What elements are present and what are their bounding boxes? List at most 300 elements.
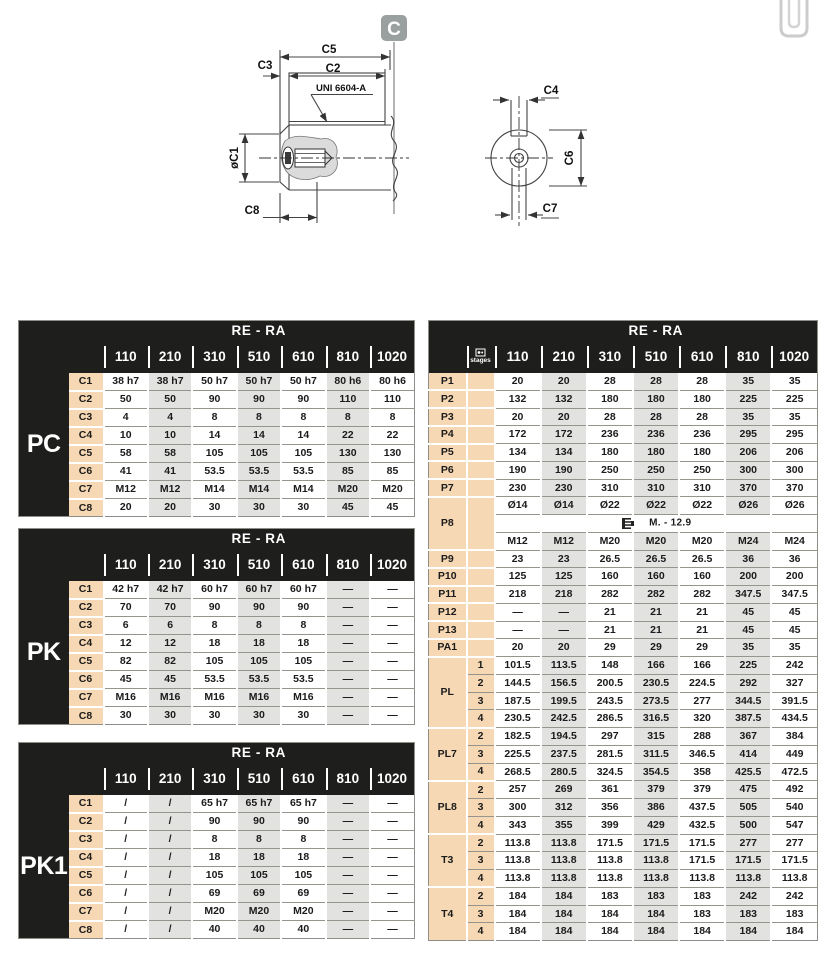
value-cell: 30 (192, 707, 236, 725)
value-cell: 105 (237, 867, 281, 885)
table-row (19, 885, 415, 903)
value-cell: 243.5 (587, 692, 633, 710)
value-cell: 184 (587, 923, 633, 941)
value-cell: 53.5 (192, 463, 236, 481)
value-cell: 184 (541, 887, 587, 905)
value-cell: 144.5 (495, 674, 541, 692)
value-cell: 414 (725, 745, 771, 763)
value-cell: M20 (633, 532, 679, 550)
table-row (429, 639, 818, 657)
column-header-row (19, 341, 415, 373)
value-cell: 70 (148, 599, 192, 617)
value-cell: 113.8 (771, 870, 817, 888)
column-header: 210 (541, 341, 587, 373)
value-cell: 250 (679, 461, 725, 479)
value-cell: — (326, 795, 370, 813)
table-row (19, 445, 415, 463)
value-cell: / (104, 903, 148, 921)
value-cell: 20 (541, 408, 587, 426)
column-header: 610 (281, 549, 325, 581)
table-row (429, 603, 818, 621)
value-cell: 166 (633, 657, 679, 675)
table-title: RE - RA (495, 321, 818, 341)
row-label: P12 (429, 603, 467, 621)
row-label: C4 (69, 849, 104, 867)
table-row (19, 707, 415, 725)
value-cell: 194.5 (541, 728, 587, 746)
value-cell: — (326, 581, 370, 599)
stage-cell (467, 461, 495, 479)
value-cell: 8 (370, 409, 414, 427)
value-cell: / (148, 867, 192, 885)
value-cell: 225 (725, 390, 771, 408)
value-cell: 8 (326, 409, 370, 427)
row-label: C4 (69, 635, 104, 653)
value-cell: 113.8 (495, 870, 541, 888)
row-label: P2 (429, 390, 467, 408)
value-cell: 53.5 (237, 671, 281, 689)
value-cell: 23 (495, 550, 541, 568)
value-cell: 41 (148, 463, 192, 481)
table-row (19, 795, 415, 813)
value-cell: 171.5 (771, 852, 817, 870)
value-cell: 300 (495, 799, 541, 817)
value-cell: 242.5 (541, 710, 587, 728)
partial-logo-icon (774, 0, 814, 48)
value-cell: 492 (771, 781, 817, 799)
value-cell: 286.5 (587, 710, 633, 728)
value-cell: M12 (104, 481, 148, 499)
value-cell: 113.8 (541, 852, 587, 870)
value-cell: 21 (587, 621, 633, 639)
table-title: RE - RA (104, 321, 415, 341)
value-cell: — (370, 795, 414, 813)
value-cell: 387.5 (725, 710, 771, 728)
value-cell: 35 (725, 373, 771, 391)
table-row (429, 728, 818, 746)
table-row (19, 427, 415, 445)
value-cell: M20 (370, 481, 414, 499)
value-cell: 113.8 (541, 834, 587, 852)
value-cell: 200 (771, 568, 817, 586)
value-cell: 18 (192, 849, 236, 867)
value-cell: 28 (633, 408, 679, 426)
value-cell: 200.5 (587, 674, 633, 692)
screw-icon (621, 517, 635, 530)
table-row (19, 409, 415, 427)
value-cell: 370 (725, 479, 771, 497)
stage-cell (467, 408, 495, 426)
stage-cell: 2 (467, 728, 495, 746)
row-label: C7 (69, 689, 104, 707)
value-cell: 8 (237, 831, 281, 849)
row-label: C1 (69, 581, 104, 599)
table-row (429, 781, 818, 799)
value-cell: 199.5 (541, 692, 587, 710)
stage-cell: 4 (467, 710, 495, 728)
value-cell: 236 (679, 426, 725, 444)
column-header: 310 (192, 549, 236, 581)
value-cell: 132 (541, 390, 587, 408)
value-cell: 225 (771, 390, 817, 408)
stage-cell (467, 568, 495, 586)
stage-cell: 4 (467, 763, 495, 781)
value-cell: 50 h7 (237, 373, 281, 391)
row-label: PL7 (429, 728, 467, 781)
row-label: T3 (429, 834, 467, 887)
value-cell: M16 (104, 689, 148, 707)
table-row (429, 816, 818, 834)
dim-c3: C3 (257, 60, 273, 72)
value-cell: 90 (237, 599, 281, 617)
table-row (429, 550, 818, 568)
value-cell: 184 (633, 923, 679, 941)
value-cell: 130 (370, 445, 414, 463)
row-label: C2 (69, 391, 104, 409)
column-header: 610 (281, 341, 325, 373)
value-cell: / (104, 813, 148, 831)
value-cell: 315 (633, 728, 679, 746)
value-cell: M20 (281, 903, 325, 921)
value-cell: 171.5 (633, 834, 679, 852)
value-cell: 166 (679, 657, 725, 675)
value-cell: 180 (633, 390, 679, 408)
value-cell: 500 (725, 816, 771, 834)
value-cell: — (370, 707, 414, 725)
value-cell: 105 (192, 653, 236, 671)
value-cell: M24 (771, 532, 817, 550)
value-cell: — (495, 621, 541, 639)
value-cell: 540 (771, 799, 817, 817)
column-header: 1020 (370, 341, 414, 373)
value-cell: Ø22 (633, 497, 679, 515)
value-cell: 190 (495, 461, 541, 479)
value-cell: 113.8 (587, 852, 633, 870)
value-cell: 300 (725, 461, 771, 479)
value-cell: — (326, 921, 370, 939)
value-cell: 20 (148, 499, 192, 517)
value-cell: 35 (725, 639, 771, 657)
value-cell: 65 h7 (237, 795, 281, 813)
value-cell: 10 (148, 427, 192, 445)
value-cell: / (104, 885, 148, 903)
column-header: 810 (326, 341, 370, 373)
value-cell: 105 (281, 445, 325, 463)
table-row (19, 617, 415, 635)
value-cell: 101.5 (495, 657, 541, 675)
row-label: C5 (69, 445, 104, 463)
value-cell: M14 (281, 481, 325, 499)
value-cell: M20 (679, 532, 725, 550)
value-cell: — (326, 813, 370, 831)
table-header-row (19, 321, 415, 341)
table-row (429, 390, 818, 408)
value-cell: 311.5 (633, 745, 679, 763)
table-row (19, 903, 415, 921)
value-cell: 20 (541, 639, 587, 657)
value-cell: 65 h7 (281, 795, 325, 813)
value-cell: M16 (237, 689, 281, 707)
value-cell: 182.5 (495, 728, 541, 746)
column-header-row (429, 341, 818, 373)
value-cell: 184 (495, 905, 541, 923)
value-cell: 21 (633, 621, 679, 639)
column-header: 110 (104, 341, 148, 373)
value-cell: 184 (495, 923, 541, 941)
value-cell: 113.8 (679, 870, 725, 888)
value-cell: 45 (370, 499, 414, 517)
value-cell: 90 (237, 391, 281, 409)
value-cell: 171.5 (679, 834, 725, 852)
value-cell: — (370, 635, 414, 653)
stage-cell: 2 (467, 834, 495, 852)
value-cell: 90 (281, 599, 325, 617)
value-cell: 425.5 (725, 763, 771, 781)
table-header-row (19, 529, 415, 549)
value-cell: 110 (370, 391, 414, 409)
value-cell: 180 (679, 390, 725, 408)
row-label: P7 (429, 479, 467, 497)
dimension-table-PK (18, 528, 415, 725)
column-header: 510 (633, 341, 679, 373)
screw-class-note: M. - 12.9 (649, 517, 692, 529)
value-cell: 53.5 (237, 463, 281, 481)
value-cell: 90 (281, 813, 325, 831)
value-cell: 134 (541, 444, 587, 462)
value-cell: 218 (541, 586, 587, 604)
value-cell: / (148, 813, 192, 831)
row-label: P9 (429, 550, 467, 568)
value-cell: 437.5 (679, 799, 725, 817)
value-cell: M12 (495, 532, 541, 550)
value-cell: 277 (679, 692, 725, 710)
value-cell: 58 (104, 445, 148, 463)
value-cell: 183 (725, 905, 771, 923)
stages-label: stages (470, 357, 491, 365)
value-cell: 18 (192, 635, 236, 653)
value-cell: — (326, 635, 370, 653)
value-cell: 80 h6 (370, 373, 414, 391)
table-row (429, 479, 818, 497)
row-label: C6 (69, 885, 104, 903)
column-header: 110 (104, 763, 148, 795)
value-cell: 8 (192, 831, 236, 849)
value-cell: 354.5 (633, 763, 679, 781)
value-cell: 53.5 (192, 671, 236, 689)
value-cell: — (541, 603, 587, 621)
group-label-PK: PK (19, 581, 69, 725)
table-row (429, 674, 818, 692)
value-cell: 361 (587, 781, 633, 799)
value-cell: 50 (104, 391, 148, 409)
value-cell: 4 (104, 409, 148, 427)
value-cell: 184 (587, 905, 633, 923)
value-cell: 225.5 (495, 745, 541, 763)
value-cell: 399 (587, 816, 633, 834)
value-cell: 113.8 (725, 870, 771, 888)
table-row (429, 408, 818, 426)
value-cell: M12 (541, 532, 587, 550)
value-cell: 35 (725, 408, 771, 426)
value-cell: 80 h6 (326, 373, 370, 391)
value-cell: 295 (771, 426, 817, 444)
table-row (429, 444, 818, 462)
value-cell: — (370, 903, 414, 921)
row-label: P8 (429, 497, 467, 550)
value-cell: M14 (192, 481, 236, 499)
value-cell: 187.5 (495, 692, 541, 710)
value-cell: 4 (148, 409, 192, 427)
value-cell: 26.5 (679, 550, 725, 568)
value-cell: — (370, 831, 414, 849)
value-cell: 90 (192, 599, 236, 617)
value-cell: 370 (771, 479, 817, 497)
value-cell: 429 (633, 816, 679, 834)
value-cell: 69 (237, 885, 281, 903)
stage-cell (467, 586, 495, 604)
value-cell: 295 (725, 426, 771, 444)
value-cell: 10 (104, 427, 148, 445)
value-cell: 45 (104, 671, 148, 689)
value-cell: 230.5 (633, 674, 679, 692)
value-cell: 105 (192, 445, 236, 463)
dim-c8: C8 (244, 205, 260, 217)
row-label: PL8 (429, 781, 467, 834)
value-cell: 250 (633, 461, 679, 479)
left-dimension-tables (18, 320, 415, 939)
dim-c6: C6 (564, 150, 576, 166)
stage-cell: 2 (467, 674, 495, 692)
value-cell: 29 (633, 639, 679, 657)
row-label: C6 (69, 671, 104, 689)
table-row (19, 671, 415, 689)
stages-icon (475, 348, 486, 357)
stages-column-header (467, 341, 495, 373)
value-cell: 58 (148, 445, 192, 463)
right-dimension-table (428, 320, 818, 941)
value-cell: 310 (679, 479, 725, 497)
table-row (429, 923, 818, 941)
dim-c1: øC1 (229, 147, 241, 169)
value-cell: 230 (495, 479, 541, 497)
value-cell: 36 (771, 550, 817, 568)
table-row (19, 831, 415, 849)
value-cell: 45 (326, 499, 370, 517)
value-cell: 180 (633, 444, 679, 462)
table-row (429, 852, 818, 870)
value-cell: 29 (679, 639, 725, 657)
value-cell: 237.5 (541, 745, 587, 763)
value-cell: 69 (192, 885, 236, 903)
value-cell: 30 (281, 499, 325, 517)
value-cell: 18 (281, 635, 325, 653)
row-label: PL (429, 657, 467, 728)
value-cell: 160 (587, 568, 633, 586)
value-cell: 312 (541, 799, 587, 817)
table-title: RE - RA (104, 529, 415, 549)
value-cell: 134 (495, 444, 541, 462)
value-cell: / (148, 831, 192, 849)
value-cell: 105 (237, 653, 281, 671)
row-label: PA1 (429, 639, 467, 657)
row-label: P5 (429, 444, 467, 462)
header-corner (429, 341, 467, 373)
value-cell: 156.5 (541, 674, 587, 692)
value-cell: 113.5 (541, 657, 587, 675)
value-cell: M16 (281, 689, 325, 707)
value-cell: 90 (281, 391, 325, 409)
value-cell: 45 (725, 603, 771, 621)
value-cell: 200 (725, 568, 771, 586)
value-cell: 105 (192, 867, 236, 885)
value-cell: 26.5 (587, 550, 633, 568)
value-cell: 82 (104, 653, 148, 671)
value-cell: 90 (237, 813, 281, 831)
table-row (429, 373, 818, 391)
value-cell: 230 (541, 479, 587, 497)
row-label: C4 (69, 427, 104, 445)
value-cell: 18 (281, 849, 325, 867)
table-row (19, 391, 415, 409)
value-cell: 125 (495, 568, 541, 586)
value-cell: Ø22 (587, 497, 633, 515)
stage-cell: 4 (467, 816, 495, 834)
value-cell: 475 (725, 781, 771, 799)
value-cell: 190 (541, 461, 587, 479)
row-label: C1 (69, 795, 104, 813)
value-cell: 45 (771, 603, 817, 621)
value-cell: 160 (633, 568, 679, 586)
value-cell: 28 (587, 408, 633, 426)
table-row (429, 834, 818, 852)
value-cell: 36 (725, 550, 771, 568)
value-cell: 180 (679, 444, 725, 462)
value-cell: 26.5 (633, 550, 679, 568)
value-cell: 172 (541, 426, 587, 444)
value-cell: 171.5 (725, 852, 771, 870)
value-cell: 184 (495, 887, 541, 905)
value-cell: Ø26 (725, 497, 771, 515)
value-cell: 45 (148, 671, 192, 689)
dim-c4: C4 (543, 85, 559, 97)
value-cell: — (326, 617, 370, 635)
value-cell: 42 h7 (104, 581, 148, 599)
column-header-row (19, 763, 415, 795)
value-cell: 35 (771, 639, 817, 657)
value-cell: — (370, 581, 414, 599)
value-cell: 148 (587, 657, 633, 675)
value-cell: — (370, 599, 414, 617)
column-header: 210 (148, 549, 192, 581)
value-cell: 22 (326, 427, 370, 445)
value-cell: 65 h7 (192, 795, 236, 813)
table-row (429, 568, 818, 586)
value-cell: 28 (679, 373, 725, 391)
value-cell: 206 (771, 444, 817, 462)
value-cell: 384 (771, 728, 817, 746)
table-row (429, 799, 818, 817)
value-cell: 236 (587, 426, 633, 444)
value-cell: 70 (104, 599, 148, 617)
value-cell: 20 (541, 373, 587, 391)
value-cell: 171.5 (679, 852, 725, 870)
value-cell: 344.5 (725, 692, 771, 710)
value-cell: 180 (587, 390, 633, 408)
value-cell: 90 (192, 813, 236, 831)
stage-cell (467, 479, 495, 497)
row-label: C7 (69, 903, 104, 921)
table-row (19, 481, 415, 499)
